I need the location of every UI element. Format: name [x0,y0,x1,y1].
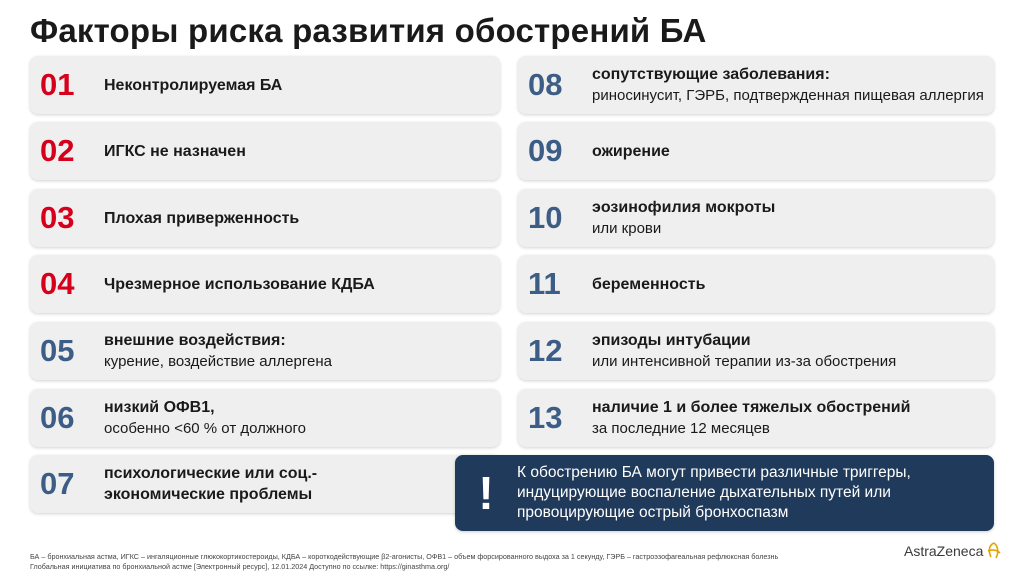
risk-factor-card-10 [518,189,994,247]
factor-title: психологические или соц.- [104,465,318,482]
risk-factor-card-01 [30,56,500,114]
risk-factor-card-08 [518,56,994,114]
factor-title: наличие 1 и более тяжелых обострений [592,399,911,416]
risk-factor-card-13 [518,389,994,447]
factor-detail: или крови [592,220,662,237]
factor-title-continued: экономические проблемы [104,486,313,503]
factor-title: эпизоды интубации [592,332,751,349]
footnote [30,552,890,572]
factor-title: Неконтролируемая БА [104,76,283,94]
factor-detail: риносинусит, ГЭРБ, подтвержденная пищевая аллергия [592,87,984,104]
factor-title: беременность [592,275,706,293]
logo-text: AstraZeneca [904,543,984,559]
factor-number: 10 [528,200,563,235]
factor-number: 07 [40,466,75,501]
logo-symbol-icon [985,542,1003,560]
exclamation-icon: ! [478,467,494,519]
factor-detail: или интенсивной терапии из-за обострения [592,353,897,370]
risk-factor-card-11 [518,255,994,313]
risk-factor-card-05 [30,322,500,380]
factor-number: 12 [528,333,563,368]
factor-number: 08 [528,67,563,102]
triggers-callout [455,455,994,531]
risk-factor-card-07 [30,455,500,513]
risk-factor-card-03 [30,189,500,247]
factor-title: Чрезмерное использование КДБА [104,275,375,293]
risk-factor-card-06 [30,389,500,447]
factor-detail: особенно <60 % от должного [104,420,307,437]
risk-factor-card-09 [518,122,994,180]
factor-number: 06 [40,400,75,435]
factor-detail: курение, воздействие аллергена [104,353,332,370]
callout-text: К обострению БА могут привести различные триггеры, индуцирующие воспаление дыхательных путей или провоцирующие острый бронхоспазм [517,464,911,521]
risk-factor-card-12 [518,322,994,380]
factor-number: 11 [528,266,561,301]
page-title: Факторы риска развития обострений БА [30,12,707,49]
factor-number: 09 [528,133,563,168]
factor-title: внешние воздействия: [104,332,286,349]
factor-number: 03 [40,200,75,235]
factor-number: 01 [40,67,75,102]
factor-title: ожирение [592,142,670,160]
factor-title: Плохая приверженность [104,209,300,227]
risk-factor-card-02 [30,122,500,180]
factor-number: 02 [40,133,75,168]
factor-title: сопутствующие заболевания: [592,66,830,83]
factor-number: 05 [40,333,75,368]
factor-title: низкий ОФВ1, [104,399,215,416]
footnote-source: Глобальная инициатива по бронхиальной астме [Электронный ресурс], 12.01.2024 Доступно по ссылке: https://ginasthma.org/ [30,562,450,571]
astrazeneca-logo [904,542,1003,560]
factor-detail: за последние 12 месяцев [592,420,770,437]
factor-number: 13 [528,400,563,435]
risk-factor-card-04 [30,255,500,313]
factor-title: эозинофилия мокроты [592,199,776,216]
factor-number: 04 [40,266,75,301]
factor-title: ИГКС не назначен [104,142,246,160]
footnote-abbreviations: БА – бронхиальная астма, ИГКС – ингаляционные глюкокортикостероиды, КДБА – короткодействующие β2-агонисты, ОФВ1 – объем форсированного выдоха за 1 секунду, ГЭРБ – гастроэзофагеальная рефлюксная болезнь [30,552,779,561]
